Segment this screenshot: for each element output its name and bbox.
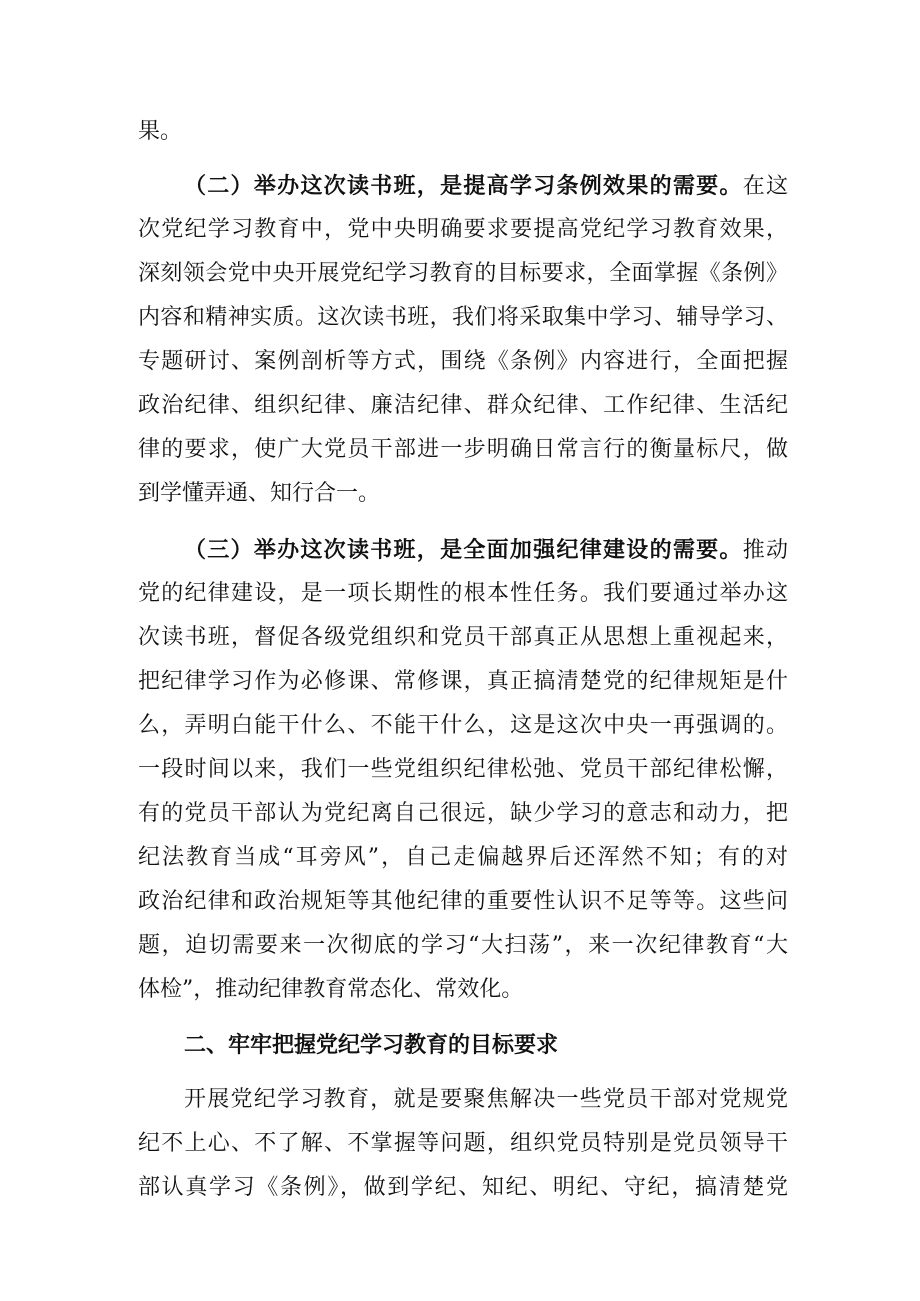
section-2-heading: （二）举办这次读书班，是提高学习条例效果的需要。 <box>184 173 743 199</box>
section-3-lead-text: 推动 <box>742 538 788 563</box>
text-line: 政治纪律和政治规矩等其他纪律的重要性认识不足等等。这些问 <box>138 889 788 914</box>
text-line: 深刻领会党中央开展党纪学习教育的目标要求，全面掌握《条例》 <box>138 261 788 286</box>
text-line: 到学懂弄通、知行合一。 <box>138 481 381 506</box>
text-line: 一段时间以来，我们一些党组织纪律松弛、党员干部纪律松懈， <box>138 757 788 782</box>
section-3-heading: （三）举办这次读书班，是全面加强纪律建设的需要。 <box>184 537 743 563</box>
text-line: 纪法教育当成“耳旁风”，自己走偏越界后还浑然不知；有的对 <box>138 845 788 870</box>
section-2-lead-text: 在这 <box>742 174 788 199</box>
text-line: 律的要求，使广大党员干部进一步明确日常言行的衡量标尺，做 <box>138 437 788 462</box>
text-line: 题，迫切需要来一次彻底的学习“大扫荡”，来一次纪律教育“大 <box>138 933 788 958</box>
section-2-first-line <box>184 164 788 208</box>
text-line: 体检”，推动纪律教育常态化、常效化。 <box>138 977 524 1002</box>
section-heading: 二、牢牢把握党纪学习教育的目标要求 <box>184 1033 559 1058</box>
text-line: 党的纪律建设，是一项长期性的根本性任务。我们要通过举办这 <box>138 581 788 606</box>
text-line: 纪不上心、不了解、不掌握等问题，组织党员特别是党员领导干 <box>138 1131 788 1156</box>
text-line: 专题研讨、案例剖析等方式，围绕《条例》内容进行，全面把握 <box>138 349 788 374</box>
text-line: 把纪律学习作为必修课、常修课，真正搞清楚党的纪律规矩是什 <box>138 669 788 694</box>
text-line: 开展党纪学习教育，就是要聚焦解决一些党员干部对党规党 <box>184 1087 788 1112</box>
text-line: 政治纪律、组织纪律、廉洁纪律、群众纪律、工作纪律、生活纪 <box>138 393 788 418</box>
text-line: 部认真学习《条例》，做到学纪、知纪、明纪、守纪，搞清楚党 <box>138 1175 788 1200</box>
section-3-first-line <box>184 528 788 572</box>
text-line: 次读书班，督促各级党组织和党员干部真正从思想上重视起来， <box>138 625 788 650</box>
text-line: 次党纪学习教育中，党中央明确要求要提高党纪学习教育效果， <box>138 217 788 242</box>
text-line: 果。 <box>138 119 183 144</box>
text-line: 内容和精神实质。这次读书班，我们将采取集中学习、辅导学习、 <box>138 305 788 330</box>
text-line: 么，弄明白能干什么、不能干什么，这是这次中央一再强调的。 <box>138 713 788 738</box>
text-line: 有的党员干部认为党纪离自己很远，缺少学习的意志和动力，把 <box>138 801 788 826</box>
